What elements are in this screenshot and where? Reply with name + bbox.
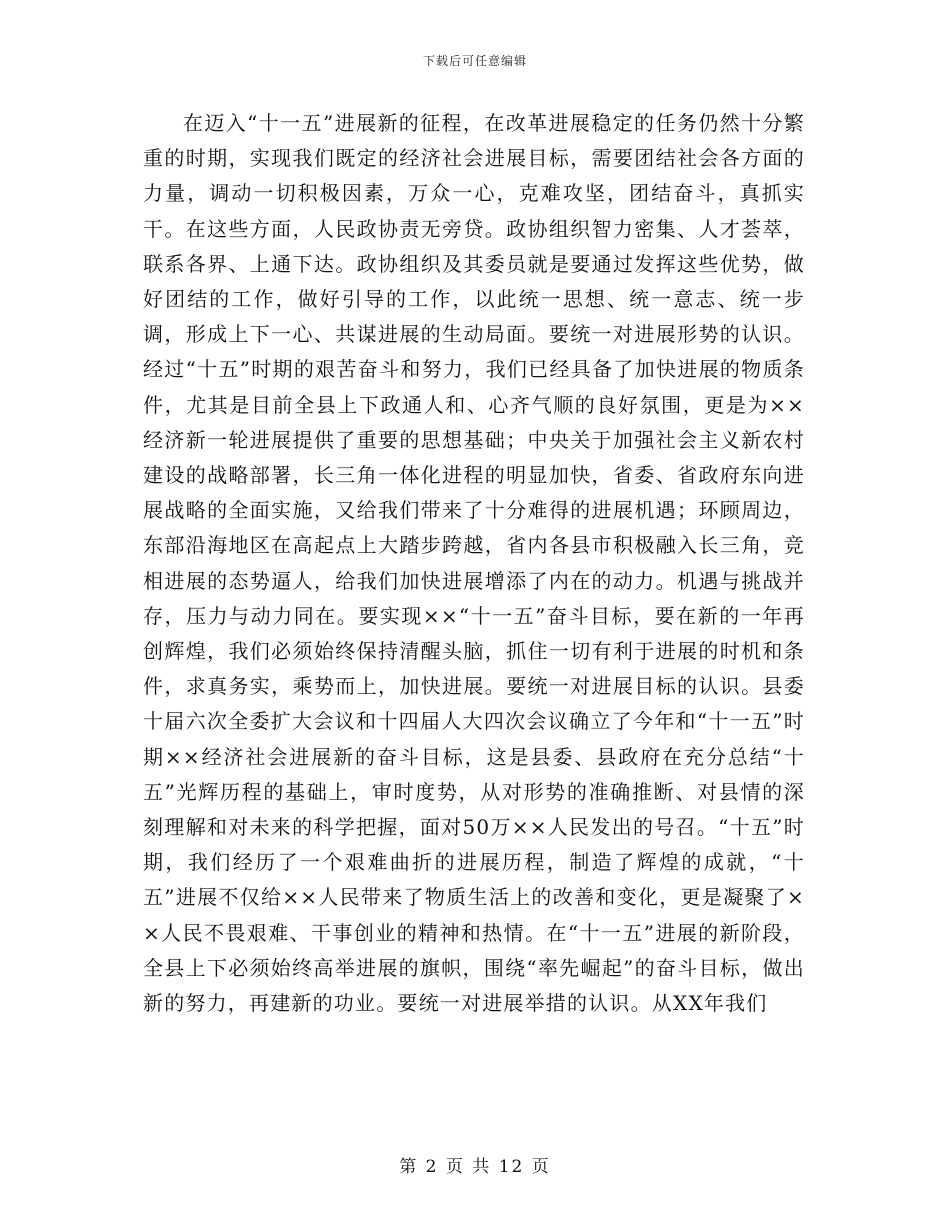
page-number-footer: 第 2 页 共 12 页: [399, 1157, 551, 1177]
body-paragraph: 在迈入“十一五”进展新的征程，在改革进展稳定的任务仍然十分繁重的时期，实现我们既定的经济社会进展目标，需要团结社会各方面的力量，调动一切积极因素，万众一心，克难攻坚，团结奋斗，真抓实干。在这些方面，人民政协责无旁贷。政协组织智力密集、人才荟萃，联系各界、上通下达。政协组织及其委员就是要通过发挥这些优势，做好团结的工作，做好引导的工作，以此统一思想、统一意志、统一步调，形成上下一心、共谋进展的生动局面。要统一对进展形势的认识。经过“十五”时期的艰苦奋斗和努力，我们已经具备了加快进展的物质条件，尤其是目前全县上下政通人和、心齐气顺的良好氛围，更是为××经济新一轮进展提供了重要的思想基础；中央关于加强社会主义新农村建设的战略部署，长三角一体化进程的明显加快，省委、省政府东向进展战略的全面实施，又给我们带来了十分难得的进展机遇；环顾周边，东部沿海地区在高起点上大踏步跨越，省内各县市积极融入长三角，竞相进展的态势逼人，给我们加快进展增添了内在的动力。机遇与挑战并存，压力与动力同在。要实现××“十一五”奋斗目标，要在新的一年再创辉煌，我们必须始终保持清醒头脑，抓住一切有利于进展的时机和条件，求真务实，乘势而上，加快进展。要统一对进展目标的认识。县委十届六次全委扩大会议和十四届人大四次会议确立了今年和“十一五”时期××经济社会进展新的奋斗目标，这是县委、县政府在充分总结“十五”光辉历程的基础上，审时度势，从对形势的准确推断、对县情的深刻理解和对未来的科学把握，面对50万××人民发出的号召。“十五”时期，我们经历了一个艰难曲折的进展历程，制造了辉煌的成就，“十五”进展不仅给××人民带来了物质生活上的改善和变化，更是凝聚了××人民不畏艰难、干事创业的精神和热情。在“十一五”进展的新阶段，全县上下必须始终高举进展的旗帜，围绕“率先崛起”的奋斗目标，做出新的努力，再建新的功业。要统一对进展举措的认识。从XX年我们: [143, 111, 805, 1016]
page-header-note: 下载后可任意编辑: [422, 54, 527, 68]
